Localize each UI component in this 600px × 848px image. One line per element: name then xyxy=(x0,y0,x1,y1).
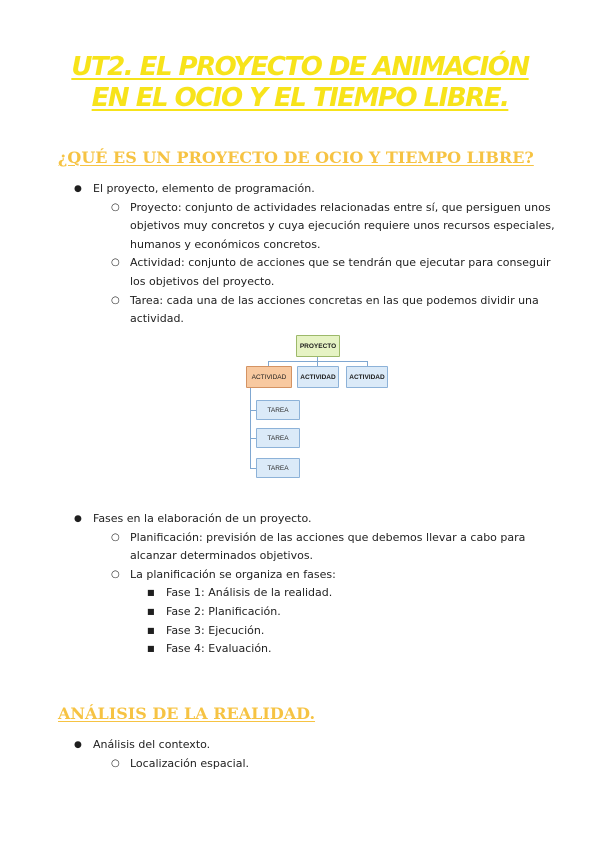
title-line-2: EN EL OCIO Y EL TIEMPO LIBRE. xyxy=(91,83,509,113)
phase-text: Fase 4: Evaluación. xyxy=(166,642,272,656)
phase-item xyxy=(0,603,546,622)
bullet-circle: ○ xyxy=(111,201,120,213)
definition-tarea: Tarea: cada una de las acciones concretas en las que podemos dividir una actividad. xyxy=(130,293,539,326)
bullet-circle: ○ xyxy=(111,257,120,269)
bullet-disc: ● xyxy=(74,184,82,194)
list-item xyxy=(0,566,558,585)
proyecto-list xyxy=(0,180,600,329)
phase-item xyxy=(0,622,546,641)
page-title xyxy=(20,52,580,114)
list-item xyxy=(0,510,563,529)
phase-text: Fase 2: Planificación. xyxy=(166,604,281,618)
bullet-square: ■ xyxy=(147,606,155,616)
list-item xyxy=(0,180,563,199)
diagram-node-tarea: TAREA xyxy=(256,428,300,448)
bullet-circle: ○ xyxy=(111,294,120,306)
list-item-text: Fases en la elaboración de un proyecto. xyxy=(93,512,312,525)
connector-line xyxy=(250,388,251,469)
definition-proyecto: Proyecto: conjunto de actividades relacionadas entre sí, que persiguen unos objetivos muy concretos y cuya ejecución requiere unos recursos especiales, humanos y económicos concretos. xyxy=(130,200,555,251)
list-item-text: Análisis del contexto. xyxy=(93,738,211,751)
phase-item xyxy=(0,584,546,603)
phase-item xyxy=(0,640,546,659)
diagram-node-proyecto: PROYECTO xyxy=(296,335,340,357)
list-item xyxy=(0,736,563,755)
bullet-square: ■ xyxy=(147,625,155,635)
bullet-circle: ○ xyxy=(111,531,120,543)
diagram-node-tarea: TAREA xyxy=(256,400,300,420)
fases-list xyxy=(0,510,600,659)
section-heading-analisis: ANÁLISIS DE LA REALIDAD. xyxy=(58,704,316,723)
title-line-1: UT2. EL PROYECTO DE ANIMACIÓN xyxy=(71,52,529,82)
list-item xyxy=(0,292,558,329)
bullet-disc: ● xyxy=(74,740,82,750)
bullet-square: ■ xyxy=(147,588,155,598)
definition-actividad: Actividad: conjunto de acciones que se tendrán que ejecutar para conseguir los objetivos del proyecto. xyxy=(130,256,551,288)
list-item xyxy=(0,254,558,291)
phase-text: Fase 1: Análisis de la realidad. xyxy=(166,586,333,600)
connector-line xyxy=(268,361,368,362)
list-item-text: La planificación se organiza en fases: xyxy=(130,567,336,581)
list-item-text: Localización espacial. xyxy=(130,756,250,770)
definition-planificacion: Planificación: previsión de las acciones que debemos llevar a cabo para alcanzar determinados objetivos. xyxy=(130,530,526,563)
list-item-text: El proyecto, elemento de programación. xyxy=(93,182,315,195)
analisis-list xyxy=(0,736,600,773)
bullet-circle: ○ xyxy=(111,568,120,580)
list-item xyxy=(0,755,558,774)
bullet-square: ■ xyxy=(147,644,155,654)
list-item xyxy=(0,529,558,566)
diagram-node-actividad: ACTIVIDAD xyxy=(297,366,339,388)
bullet-circle: ○ xyxy=(111,757,120,769)
bullet-disc: ● xyxy=(74,514,82,524)
section-heading-proyecto: ¿QUÉ ES UN PROYECTO DE OCIO Y TIEMPO LIBRE? xyxy=(58,148,534,167)
project-hierarchy-diagram xyxy=(240,330,400,482)
phase-text: Fase 3: Ejecución. xyxy=(166,623,265,637)
diagram-node-actividad: ACTIVIDAD xyxy=(346,366,388,388)
diagram-node-actividad: ACTIVIDAD xyxy=(246,366,292,388)
list-item xyxy=(0,199,558,255)
diagram-node-tarea: TAREA xyxy=(256,458,300,478)
